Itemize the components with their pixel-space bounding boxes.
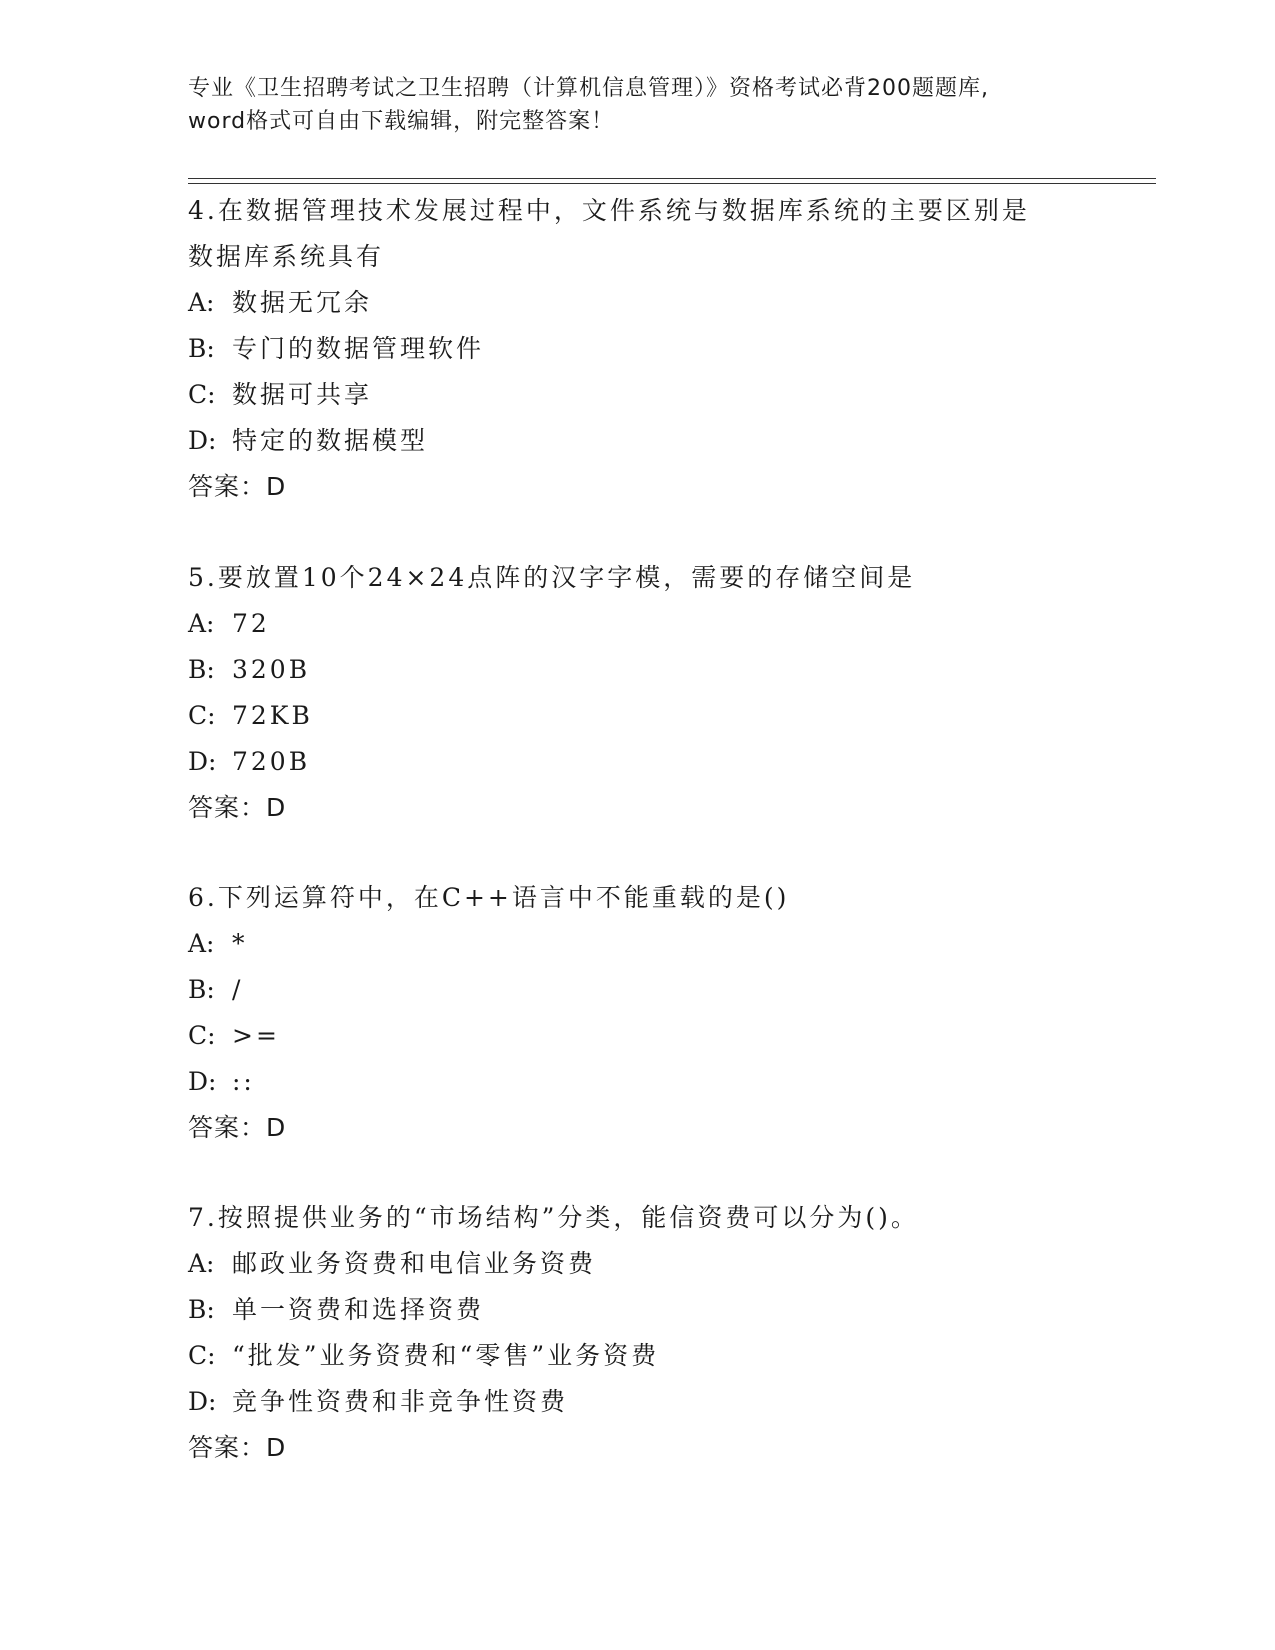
option-b	[188, 647, 1158, 693]
option-text: 单一资费和选择资费	[232, 1295, 485, 1324]
option-text: /	[232, 975, 244, 1004]
option-key: B:	[188, 1295, 215, 1324]
option-b	[188, 967, 1158, 1013]
header-line-2: word格式可自由下载编辑，附完整答案！	[188, 109, 615, 134]
question-7	[188, 1195, 1158, 1471]
option-key: A:	[188, 609, 215, 638]
option-key: C:	[188, 701, 216, 730]
question-stem-continued: 数据库系统具有	[188, 242, 385, 271]
option-key: A:	[188, 1249, 215, 1278]
option-a	[188, 921, 1158, 967]
option-key: B:	[188, 975, 215, 1004]
answer-label: 答案：D	[188, 793, 287, 822]
answer-label: 答案：D	[188, 472, 287, 501]
option-d	[188, 1379, 1158, 1425]
option-c	[188, 1333, 1158, 1379]
option-key: D:	[188, 1387, 217, 1416]
option-key: A:	[188, 929, 215, 958]
option-a	[188, 601, 1158, 647]
answer-label: 答案：D	[188, 1433, 287, 1462]
option-key: C:	[188, 1021, 216, 1050]
option-a	[188, 1241, 1158, 1287]
question-stem: 6.下列运算符中，在C++语言中不能重载的是()	[188, 883, 790, 912]
question-stem: 5.要放置10个24×24点阵的汉字字模，需要的存储空间是	[188, 563, 916, 592]
option-a	[188, 280, 1158, 326]
option-key: D:	[188, 426, 217, 455]
question-4	[188, 188, 1158, 510]
option-key: C:	[188, 1341, 216, 1370]
option-text: 数据无冗余	[232, 288, 373, 317]
header-divider-top	[188, 178, 1156, 179]
option-d	[188, 418, 1158, 464]
option-text: 320B	[232, 655, 311, 684]
question-stem: 7.按照提供业务的“市场结构”分类，能信资费可以分为()。	[188, 1203, 919, 1232]
option-key: D:	[188, 1067, 217, 1096]
option-c	[188, 372, 1158, 418]
option-text: “批发”业务资费和“零售”业务资费	[232, 1341, 660, 1370]
option-b	[188, 326, 1158, 372]
option-text: 72KB	[232, 701, 313, 730]
option-text: 72	[232, 609, 270, 638]
option-key: A:	[188, 288, 215, 317]
option-d	[188, 739, 1158, 785]
answer-label: 答案：D	[188, 1113, 287, 1142]
option-key: C:	[188, 380, 216, 409]
option-key: B:	[188, 334, 215, 363]
option-text: 数据可共享	[232, 380, 373, 409]
header-line-1: 专业《卫生招聘考试之卫生招聘（计算机信息管理）》资格考试必背200题题库,	[188, 76, 989, 101]
option-c	[188, 1013, 1158, 1059]
option-d	[188, 1059, 1158, 1105]
option-text: *	[232, 929, 248, 958]
option-text: 专门的数据管理软件	[232, 334, 485, 363]
question-stem: 4.在数据管理技术发展过程中，文件系统与数据库系统的主要区别是	[188, 196, 1030, 225]
option-text: 720B	[232, 747, 311, 776]
option-text: >=	[232, 1021, 280, 1050]
question-5	[188, 555, 1158, 831]
option-key: B:	[188, 655, 215, 684]
header-divider-bottom	[188, 183, 1156, 184]
option-text: 竞争性资费和非竞争性资费	[232, 1387, 569, 1416]
option-c	[188, 693, 1158, 739]
question-6	[188, 875, 1158, 1151]
option-b	[188, 1287, 1158, 1333]
option-text: ::	[232, 1067, 255, 1096]
document-header	[188, 72, 1088, 138]
option-key: D:	[188, 747, 217, 776]
option-text: 特定的数据模型	[232, 426, 429, 455]
option-text: 邮政业务资费和电信业务资费	[232, 1249, 597, 1278]
